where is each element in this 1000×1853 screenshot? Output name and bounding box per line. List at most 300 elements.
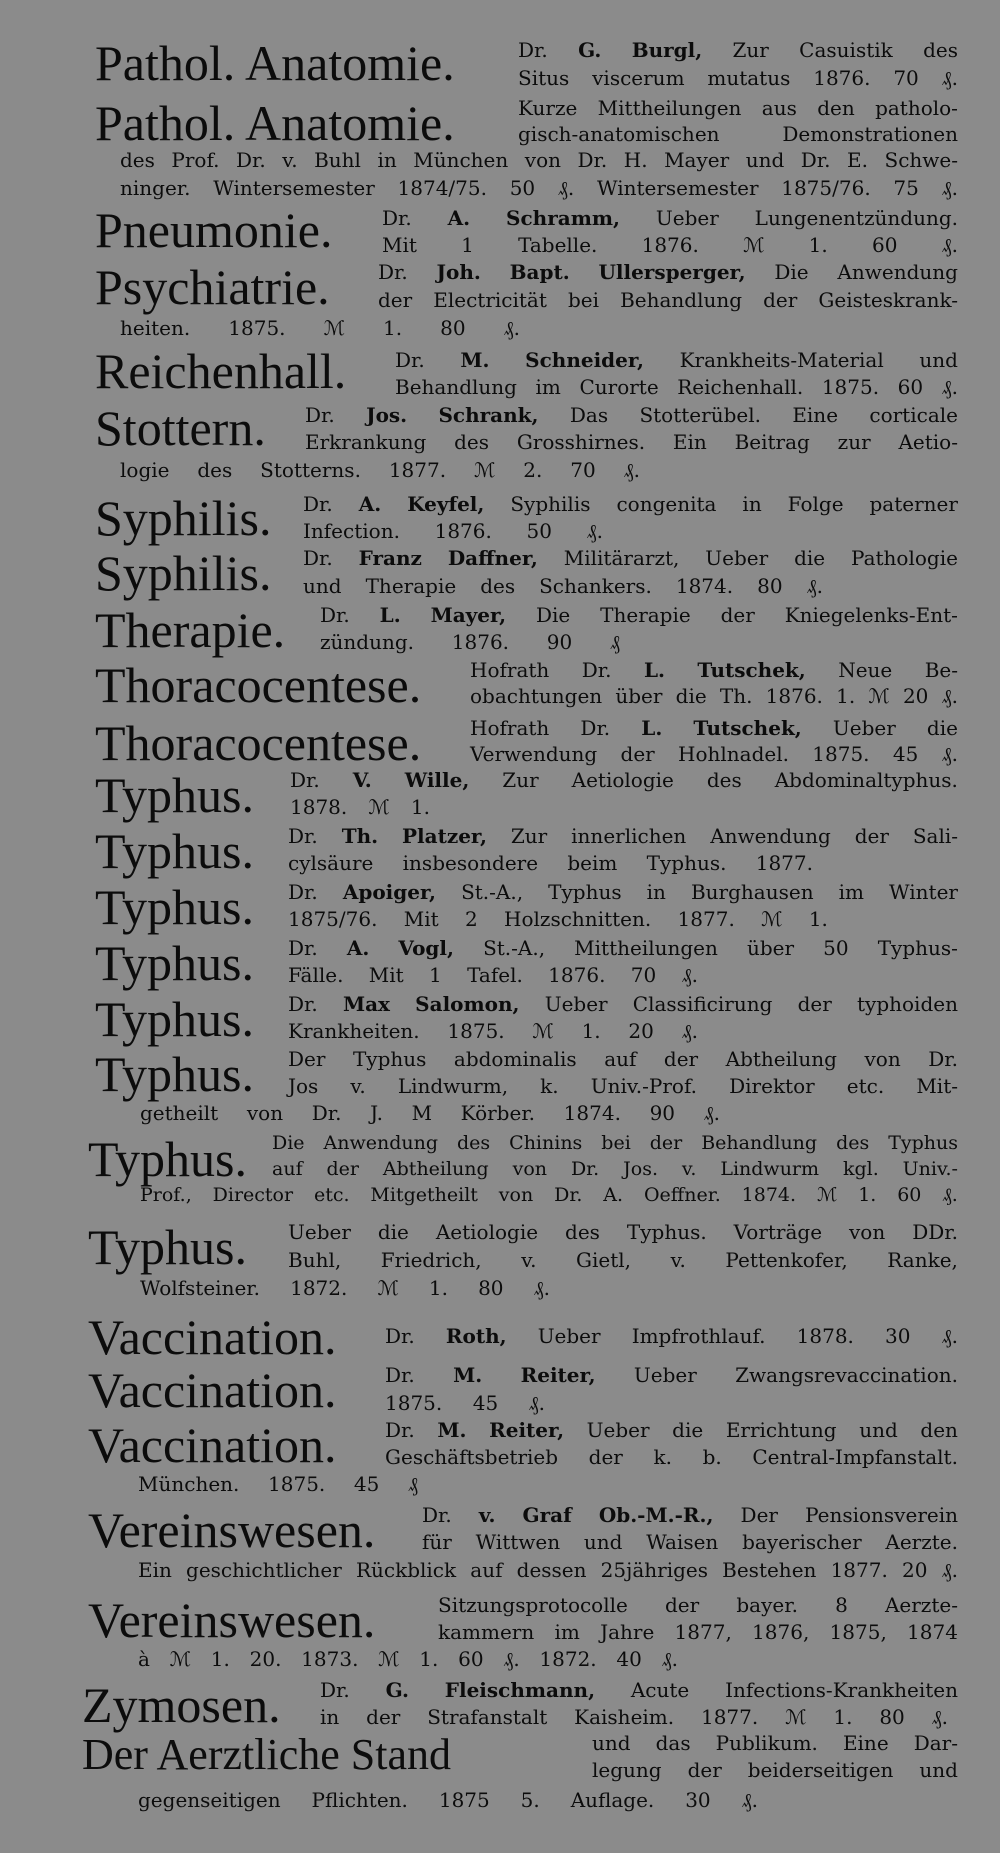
word: ₰. — [703, 1101, 720, 1125]
entry-line — [382, 235, 958, 255]
word: Typhus — [548, 880, 622, 904]
word: bayerischer — [742, 1530, 862, 1554]
word: ₰. — [941, 1324, 958, 1348]
word: Zur — [732, 38, 769, 62]
word: den — [817, 96, 855, 120]
word: Dr. — [236, 148, 266, 172]
word: Dr. — [570, 1158, 600, 1180]
word: L. — [379, 603, 401, 627]
word: von — [524, 148, 561, 172]
word: von — [246, 1101, 284, 1125]
word: 1876. — [434, 519, 492, 543]
word: das — [655, 1731, 691, 1755]
word: etc. — [846, 1074, 885, 1098]
entry-line — [382, 208, 958, 228]
word: 1875. — [447, 1019, 505, 1043]
word: der — [854, 824, 889, 848]
word: Tutschek, — [697, 658, 806, 682]
word: den — [920, 1418, 958, 1442]
word: 1 — [461, 233, 474, 257]
word: die — [675, 684, 707, 708]
entry-line — [470, 686, 958, 706]
word: 75 — [893, 176, 919, 200]
entry-line — [422, 1505, 958, 1525]
word: Dr. — [385, 1324, 415, 1348]
word: 1877. — [388, 458, 447, 482]
word: ₰. — [942, 1184, 958, 1206]
word: heiten. — [120, 316, 191, 340]
entry-line — [518, 68, 958, 88]
word: Th. — [719, 684, 753, 708]
word: in — [320, 1705, 340, 1729]
word: G. — [578, 38, 602, 62]
word: Mitgetheilt — [370, 1184, 478, 1206]
word: Dar- — [913, 1731, 958, 1755]
entry-line — [320, 605, 958, 625]
entry-keyword: Vaccination. — [88, 1362, 337, 1418]
word: Ueber — [537, 1324, 601, 1348]
word: Wille, — [404, 768, 470, 792]
word: Demonstrationen — [782, 122, 958, 146]
entry-keyword: Typhus. — [88, 1131, 248, 1187]
word: Central-Impfanstalt. — [752, 1445, 958, 1469]
word: Sitzungsprotocolle — [438, 1593, 628, 1617]
word: 1878. — [290, 795, 348, 819]
word: A. — [603, 1184, 624, 1206]
entry-line — [290, 797, 430, 817]
word: ₰. — [806, 574, 823, 598]
word: Dr. — [305, 403, 335, 427]
word: Mittheilungen — [574, 936, 718, 960]
word: Stotterns. — [260, 458, 361, 482]
entry-line — [303, 494, 958, 514]
word: M. — [460, 348, 490, 372]
word: typhoiden — [856, 992, 958, 1016]
word: 8 — [835, 1593, 848, 1617]
word: Auflage. — [570, 1788, 655, 1812]
word: Mit- — [916, 1074, 958, 1098]
word: 70 — [570, 458, 596, 482]
entry-line — [288, 965, 698, 985]
entry-line — [320, 1707, 948, 1727]
word: Behandlung — [395, 375, 517, 399]
word: k. — [653, 1445, 672, 1469]
word: Jos. — [623, 1158, 658, 1180]
entry-line — [385, 1447, 958, 1467]
word: Therapie — [600, 603, 691, 627]
word: Aetiologie — [571, 768, 674, 792]
word: Ueber — [832, 716, 896, 740]
word: Dr. — [395, 348, 425, 372]
word: Dr. — [288, 880, 318, 904]
word: 5. — [520, 1788, 540, 1812]
word: die — [672, 1418, 704, 1442]
word: Lungenentzündung. — [754, 206, 958, 230]
word: Typhus- — [877, 936, 958, 960]
word: H. — [623, 148, 648, 172]
word: k. — [540, 1074, 559, 1098]
word: Geschäftsbetrieb — [385, 1445, 559, 1469]
entry-line — [385, 1326, 958, 1346]
word: kammern — [438, 1620, 535, 1644]
word: des — [457, 1132, 491, 1154]
word: V. — [352, 768, 372, 792]
word: Zwangsrevaccination. — [735, 1363, 958, 1387]
word: Ein — [672, 430, 707, 454]
word: im — [838, 880, 864, 904]
word: 80 — [757, 574, 783, 598]
word: Abdominaltyphus. — [774, 768, 958, 792]
word: Stotterübel. — [639, 403, 761, 427]
word: L. — [641, 716, 663, 740]
word: St.-A., — [461, 880, 524, 904]
word: 1875. — [821, 375, 880, 399]
word: ₰. — [941, 176, 958, 200]
word: und — [583, 1530, 623, 1554]
word: Chinins — [509, 1132, 583, 1154]
word: Dr. — [577, 148, 608, 172]
word: 1875. — [228, 316, 286, 340]
word: Burgl, — [631, 38, 703, 62]
entry-line — [470, 660, 958, 680]
word: Dr. — [385, 1363, 415, 1387]
word: ₰. — [528, 1391, 545, 1415]
word: Ueber — [544, 992, 608, 1016]
word: Ob.-M.-R., — [598, 1503, 714, 1527]
word: M. — [453, 1363, 483, 1387]
word: Dr. — [288, 992, 318, 1016]
word: 1877. — [755, 851, 813, 875]
word: der — [763, 288, 798, 312]
word: 80 — [440, 316, 466, 340]
word: beim — [567, 851, 618, 875]
entry-keyword: Vereinswesen. — [88, 1592, 376, 1648]
word: bayer. — [736, 1593, 798, 1617]
word: cylsäure — [288, 851, 374, 875]
word: Dr. — [928, 1047, 958, 1071]
entry-line — [288, 1250, 958, 1270]
word: ₰. — [941, 66, 958, 90]
entry-line — [320, 632, 620, 652]
word: ₰. — [586, 519, 603, 543]
word: Keyfel, — [407, 492, 485, 516]
word: 30 — [685, 1788, 711, 1812]
word: 1875. — [385, 1391, 443, 1415]
word: Aerzte- — [884, 1593, 958, 1617]
entry-line — [140, 1103, 720, 1123]
word: Electricität — [433, 288, 547, 312]
word: Pflichten. — [311, 1788, 408, 1812]
word: Abtheilung — [725, 1047, 837, 1071]
word: von — [849, 1220, 886, 1244]
word: Ueber — [586, 1418, 650, 1442]
word: Dr. — [518, 38, 548, 62]
word: Burghausen — [690, 880, 814, 904]
word: Lindwurm, — [397, 1074, 509, 1098]
word: ℳ — [816, 1184, 838, 1206]
entry-line — [290, 770, 958, 790]
word: Roth, — [445, 1324, 507, 1348]
word: der — [720, 603, 755, 627]
word: München. — [138, 1472, 240, 1496]
word: Vorträge — [733, 1220, 823, 1244]
word: 1874. — [675, 574, 734, 598]
entry-keyword: Psychiatrie. — [95, 259, 330, 315]
word: Jos. — [366, 403, 408, 427]
entry-keyword: Pathol. Anatomie. — [95, 95, 455, 151]
entry-keyword: Vaccination. — [88, 1417, 337, 1473]
word: Syphilis — [510, 492, 591, 516]
word: ₰. — [557, 176, 575, 200]
word: A. — [358, 492, 382, 516]
word: Verwendung — [470, 742, 598, 766]
word: Die — [535, 603, 571, 627]
word: 1874. — [563, 1101, 621, 1125]
word: Graf — [522, 1503, 572, 1527]
word: Casuistik — [799, 38, 893, 62]
word: ℳ — [378, 1647, 400, 1671]
word: Erkrankung — [305, 430, 427, 454]
entry-line — [288, 1222, 958, 1242]
word: Schwe- — [884, 148, 958, 172]
word: congenita — [616, 492, 717, 516]
word: des — [120, 148, 155, 172]
entry-keyword: Typhus. — [95, 823, 255, 879]
word: Tafel. — [467, 963, 523, 987]
word: Prof., — [140, 1184, 192, 1206]
word: Errichtung — [725, 1418, 837, 1442]
entry-line — [120, 150, 958, 170]
word: Mit — [382, 233, 417, 257]
word: des — [836, 1132, 870, 1154]
word: der — [797, 992, 832, 1016]
word: Dr. — [378, 260, 408, 284]
word: Zur — [510, 824, 548, 848]
entry-line — [592, 1733, 958, 1753]
word: E. — [847, 148, 868, 172]
word: 1874/75. — [397, 176, 487, 200]
entry-line — [140, 1186, 958, 1205]
word: Friedrich, — [380, 1248, 482, 1272]
entry-line — [518, 40, 958, 60]
word: Kurze — [518, 96, 578, 120]
word: 60 — [897, 375, 924, 399]
entry-line — [303, 576, 823, 596]
word: 1873. — [301, 1647, 359, 1671]
word: ₰ — [408, 1472, 418, 1496]
word: Univ.- — [902, 1158, 958, 1180]
word: Infections-Krankheiten — [725, 1678, 958, 1702]
word: ₰. — [681, 1019, 698, 1043]
word: Behandlung — [701, 1132, 818, 1154]
word: Fleischmann, — [444, 1678, 596, 1702]
word: Impfrothlauf. — [631, 1324, 766, 1348]
entry-line — [422, 1532, 958, 1552]
entry-line — [288, 994, 958, 1014]
word: Ueber — [633, 1363, 697, 1387]
word: 80 — [879, 1705, 905, 1729]
word: geschichtlicher — [186, 1558, 342, 1582]
word: 20. — [249, 1647, 282, 1671]
entry-line — [120, 178, 958, 198]
word: Gietl, — [576, 1248, 632, 1272]
word: 1. — [858, 1184, 877, 1206]
word: gisch-anatomischen — [518, 122, 720, 146]
entry-keyword: Typhus. — [95, 1046, 255, 1102]
word: 1876, — [752, 1620, 810, 1644]
word: und — [303, 574, 342, 598]
word: Joh. — [436, 260, 481, 284]
word: Th. — [341, 824, 379, 848]
entry-line — [138, 1474, 418, 1494]
word: 1875. — [812, 742, 870, 766]
word: ℳ — [532, 1019, 554, 1043]
word: Situs — [518, 66, 570, 90]
word: im — [535, 375, 561, 399]
word: v. — [478, 1503, 496, 1527]
word: dessen — [516, 1558, 587, 1582]
word: 1. — [428, 1276, 448, 1300]
word: Schankers. — [539, 574, 652, 598]
word: Dr. — [288, 936, 318, 960]
word: Ein — [138, 1558, 172, 1582]
word: 1872. — [539, 1647, 597, 1671]
word: Univ.-Prof. — [590, 1074, 698, 1098]
word: der — [663, 1047, 699, 1071]
word: ₰. — [503, 1647, 520, 1671]
entry-line — [305, 432, 958, 452]
word: 1. — [836, 684, 856, 708]
entry-keyword: Der Aerztliche Stand — [82, 1730, 451, 1779]
word: Reichenhall. — [677, 375, 804, 399]
word: 20 — [901, 1558, 928, 1582]
word: Typhus — [888, 1132, 958, 1154]
entry-line — [140, 1278, 550, 1298]
word: 50 — [526, 519, 552, 543]
word: patholo- — [875, 96, 958, 120]
word: die — [926, 716, 958, 740]
word: 1876. — [641, 233, 699, 257]
word: Buhl, — [288, 1248, 342, 1272]
word: 60 — [871, 233, 898, 257]
word: Körber. — [460, 1101, 536, 1125]
word: Krankheiten. — [288, 1019, 420, 1043]
word: 1. — [808, 233, 828, 257]
entry-line — [385, 1420, 958, 1440]
word: Anwendung — [837, 260, 958, 284]
entry-line — [138, 1560, 958, 1580]
entry-line — [272, 1160, 958, 1179]
word: 2 — [465, 907, 478, 931]
entry-keyword: Typhus. — [95, 767, 255, 823]
word: Bapt. — [509, 260, 570, 284]
word: 1872. — [290, 1276, 348, 1300]
word: Bestehen — [722, 1558, 817, 1582]
word: Dr. — [385, 1418, 415, 1442]
word: ℳ — [169, 1647, 192, 1671]
word: 50 — [509, 176, 536, 200]
word: kgl. — [842, 1158, 879, 1180]
word: Aerzte. — [885, 1530, 958, 1554]
word: in — [742, 492, 762, 516]
word: G. — [385, 1678, 409, 1702]
word: Ueber — [705, 546, 769, 570]
word: 90 — [649, 1101, 676, 1125]
word: 1877, — [674, 1620, 732, 1644]
word: Classificirung — [632, 992, 773, 1016]
word: 20 — [628, 1019, 654, 1043]
word: Dr. — [311, 1101, 342, 1125]
word: 1. — [410, 795, 430, 819]
word: Buhl — [314, 148, 361, 172]
entry-line — [288, 1021, 698, 1041]
entry-line — [288, 938, 958, 958]
word: 1. — [581, 1019, 601, 1043]
word: im — [554, 1620, 580, 1644]
word: 1. — [808, 907, 828, 931]
word: Tutschek, — [693, 716, 802, 740]
word: Kniegelenks-Ent- — [784, 603, 958, 627]
word: des — [565, 1220, 600, 1244]
word: 1874 — [907, 1620, 958, 1644]
word: 1. — [382, 316, 403, 340]
word: Folge — [787, 492, 844, 516]
word: getheilt — [140, 1101, 219, 1125]
word: Mit — [368, 963, 404, 987]
entry-keyword: Typhus. — [88, 1219, 248, 1275]
word: der — [588, 1445, 623, 1469]
word: Therapie — [365, 574, 457, 598]
word: Waisen — [646, 1530, 719, 1554]
word: ₰. — [681, 963, 698, 987]
word: bei — [601, 1132, 631, 1154]
entry-line — [120, 318, 520, 338]
word: Eine — [842, 1731, 889, 1755]
word: 40 — [616, 1647, 642, 1671]
word: in — [646, 880, 666, 904]
word: Anwendung — [710, 824, 831, 848]
word: für — [422, 1530, 452, 1554]
word: 1875/76. — [781, 176, 871, 200]
word: beiderseitigen — [747, 1758, 894, 1782]
word: 1876. — [813, 66, 871, 90]
entry-line — [303, 548, 958, 568]
word: Dr. — [554, 1184, 583, 1206]
word: Jos — [288, 1074, 319, 1098]
word: 1. — [833, 1705, 853, 1729]
word: ₰. — [941, 1558, 958, 1582]
word: 90 — [546, 630, 573, 654]
word: Dr. — [290, 768, 320, 792]
word: die — [377, 1220, 409, 1244]
word: des — [923, 38, 958, 62]
word: Grosshirnes. — [516, 430, 646, 454]
word: 1876. — [765, 684, 823, 708]
word: St.-A., — [483, 936, 546, 960]
word: 30 — [885, 1324, 911, 1348]
word: Eine — [792, 403, 839, 427]
word: und — [919, 1758, 958, 1782]
word: ₰. — [941, 375, 958, 399]
word: Pathologie — [851, 546, 958, 570]
word: Schramm, — [506, 206, 620, 230]
word: legung — [592, 1758, 662, 1782]
word: 25jähriges — [600, 1558, 708, 1582]
entry-line — [518, 98, 958, 118]
word: ₰. — [503, 316, 520, 340]
word: 1876. — [451, 630, 510, 654]
entry-keyword: Thoracocentese. — [95, 715, 422, 771]
